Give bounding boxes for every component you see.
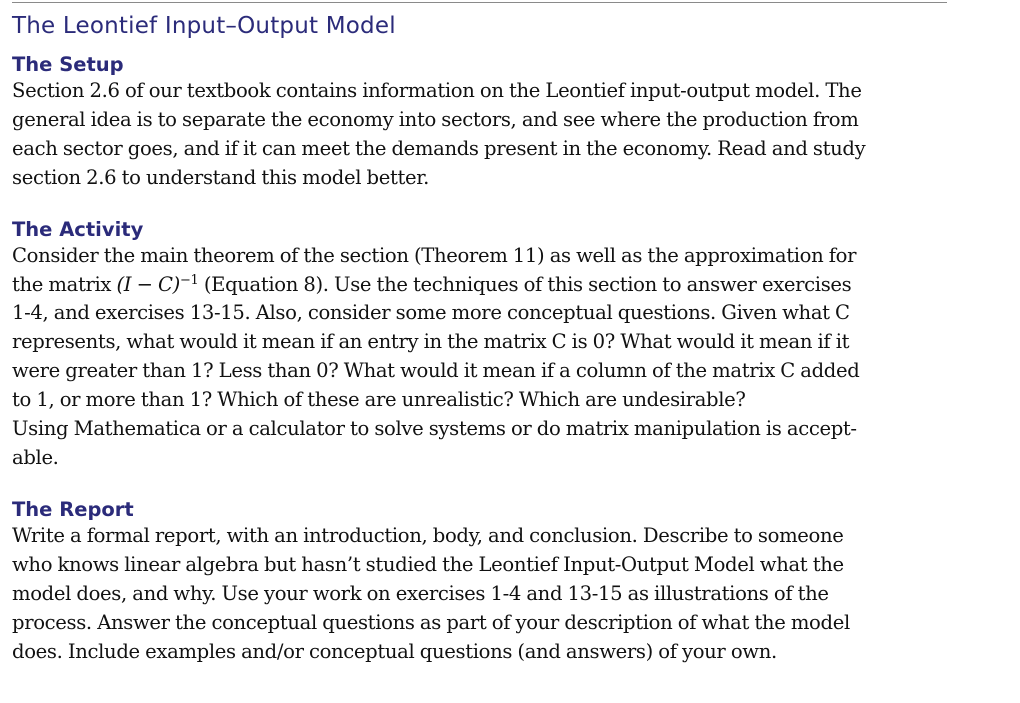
report-line-5: does. Include examples and/or conceptual questions (and answers) of your own. [12,639,777,663]
setup-line-2: general idea is to separate the economy into sectors, and see where the production from [12,107,859,131]
setup-line-1: Section 2.6 of our textbook contains information on the Leontief input-output model. The [12,79,862,102]
activity-line-2-start: the matrix [12,272,117,296]
activity-line-6: to 1, or more than 1? Which of these are unrealistic? Which are undesirable? [12,388,746,412]
section-report [12,497,947,667]
setup-line-3: each sector goes, and if it can meet the demands present in the economy. Read and study [12,136,866,160]
section-activity [12,217,947,473]
section-heading-report: The Report [12,497,134,521]
activity-line-7: Using Mathematica or a calculator to solve systems or do matrix manipulation is accept- [12,417,857,441]
activity-line-3: 1-4, and exercises 13-15. Also, consider some more conceptual questions. Given what C [12,301,850,325]
activity-line-4: represents, what would it mean if an entry in the matrix C is 0? What would it mean if it [12,330,850,354]
document-title: The Leontief Input–Output Model [12,13,396,39]
inverse-matrix-base: (I − C) [116,272,180,296]
report-line-3: model does, and why. Use your work on exercises 1-4 and 13-15 as illustrations of the [12,581,829,605]
report-paragraph [12,522,947,667]
activity-line-5: were greater than 1? Less than 0? What would it mean if a column of the matrix C added [12,359,860,383]
report-line-2: who knows linear algebra but hasn’t studied the Leontief Input-Output Model what the [12,552,844,576]
setup-paragraph [12,77,947,193]
activity-line-1: Consider the main theorem of the section (Theorem 11) as well as the approximation for [12,243,857,267]
document-page [12,0,947,666]
activity-line-2-end: (Equation 8). Use the techniques of this section to answer exercises [198,272,852,296]
inverse-matrix-expression [117,273,199,296]
setup-line-4: section 2.6 to understand this model better. [12,165,430,189]
section-heading-setup: The Setup [12,53,124,76]
activity-line-8: able. [12,445,59,469]
top-rule [12,2,947,3]
inverse-exponent: −1 [179,272,199,288]
section-heading-activity: The Activity [12,217,144,241]
activity-paragraph [12,242,947,473]
report-line-1: Write a formal report, with an introduction, body, and conclusion. Describe to someone [12,523,844,547]
section-setup [12,52,947,193]
report-line-4: process. Answer the conceptual questions as part of your description of what the model [12,610,850,634]
